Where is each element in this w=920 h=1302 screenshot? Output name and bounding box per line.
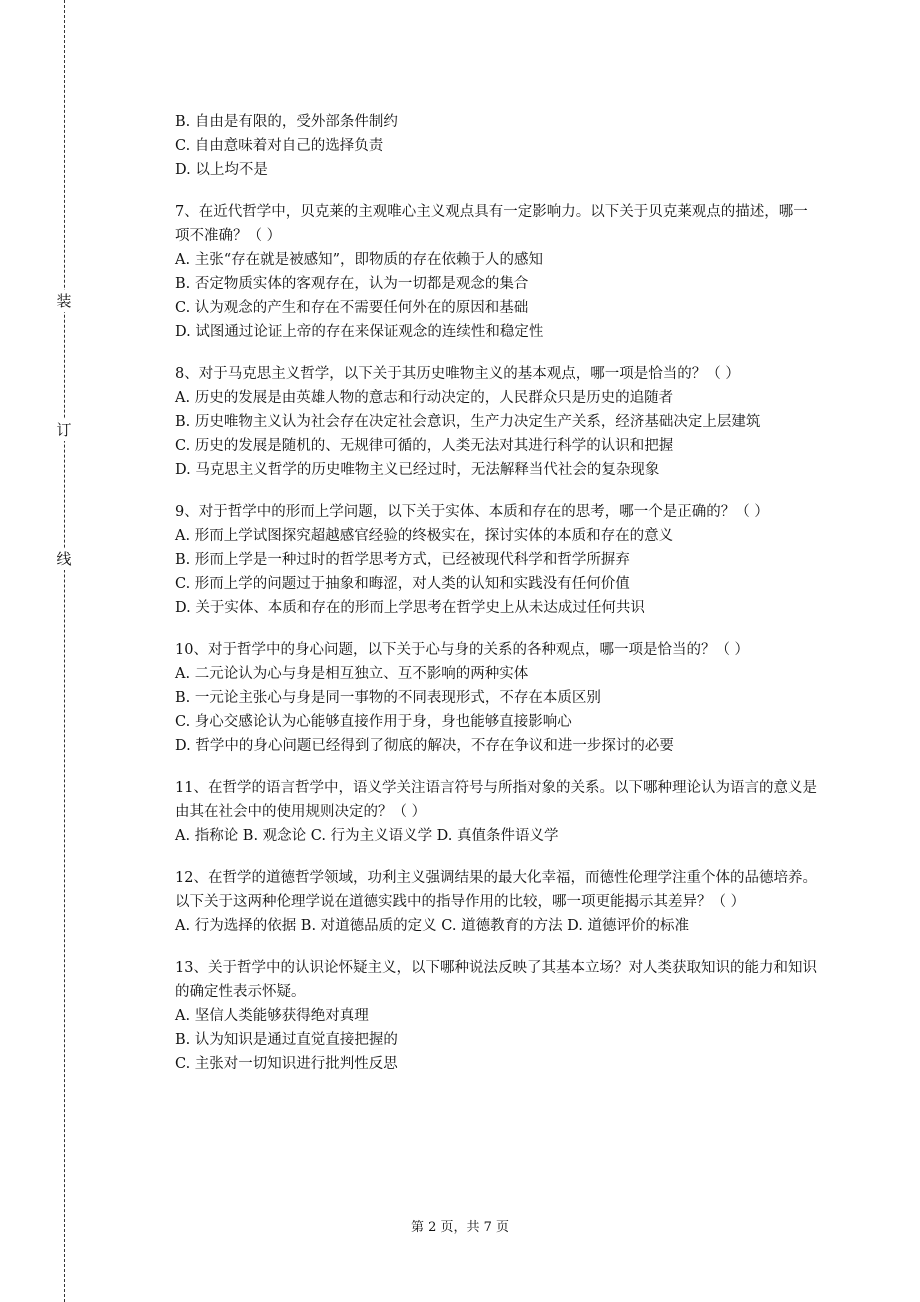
question-8 xyxy=(175,362,820,482)
page-footer: 第 2 页，共 7 页 xyxy=(410,1220,510,1235)
option-line: B. 自由是有限的，受外部条件制约 xyxy=(175,114,398,130)
question-12 xyxy=(175,866,820,938)
option-line: D. 关于实体、本质和存在的形而上学思考在哲学史上从未达成过任何共识 xyxy=(175,600,645,616)
option-line: C. 身心交感论认为心能够直接作用于身，身也能够直接影响心 xyxy=(175,714,572,730)
option-line: D. 哲学中的身心问题已经得到了彻底的解决，不存在争议和进一步探讨的必要 xyxy=(175,738,674,754)
question-9 xyxy=(175,500,820,620)
question-stem: 10、对于哲学中的身心问题，以下关于心与身的关系的各种观点，哪一项是恰当的？（ ） xyxy=(175,642,750,658)
exam-content xyxy=(175,110,820,1076)
binding-char-ding: 订 xyxy=(54,419,74,441)
option-line: B. 一元论主张心与身是同一事物的不同表现形式，不存在本质区别 xyxy=(175,690,601,706)
option-line: A. 坚信人类能够获得绝对真理 xyxy=(175,1008,369,1024)
previous-question-options xyxy=(175,110,820,182)
question-7 xyxy=(175,200,820,344)
option-line: C. 历史的发展是随机的、无规律可循的，人类无法对其进行科学的认识和把握 xyxy=(175,438,674,454)
binding-char-zhuang: 装 xyxy=(54,290,74,312)
question-stem: 12、在哲学的道德哲学领域，功利主义强调结果的最大化幸福，而德性伦理学注重个体的品德培养。以下关于这两种伦理学说在道德实践中的指导作用的比较，哪一项更能揭示其差异？（ ） xyxy=(175,870,817,910)
question-stem: 11、在哲学的语言哲学中，语义学关注语言符号与所指对象的关系。以下哪种理论认为语言的意义是由其在社会中的使用规则决定的？（ ） xyxy=(175,780,817,820)
option-line: C. 主张对一切知识进行批判性反思 xyxy=(175,1056,398,1072)
question-13 xyxy=(175,956,820,1076)
binding-dashed-line xyxy=(64,0,65,1302)
option-line: A. 指称论 B. 观念论 C. 行为主义语义学 D. 真值条件语义学 xyxy=(175,828,559,844)
option-line: D. 试图通过论证上帝的存在来保证观念的连续性和稳定性 xyxy=(175,324,544,340)
question-stem: 8、对于马克思主义哲学，以下关于其历史唯物主义的基本观点，哪一项是恰当的？（ ） xyxy=(175,366,740,382)
option-line: B. 认为知识是通过直觉直接把握的 xyxy=(175,1032,398,1048)
option-line: B. 形而上学是一种过时的哲学思考方式，已经被现代科学和哲学所摒弃 xyxy=(175,552,630,568)
binding-char-xian: 线 xyxy=(54,548,74,570)
option-line: A. 形而上学试图探究超越感官经验的终极实在，探讨实体的本质和存在的意义 xyxy=(175,528,674,544)
option-line: A. 行为选择的依据 B. 对道德品质的定义 C. 道德教育的方法 D. 道德评价的标准 xyxy=(175,918,690,934)
option-line: B. 否定物质实体的客观存在，认为一切都是观念的集合 xyxy=(175,276,529,292)
option-line: C. 自由意味着对自己的选择负责 xyxy=(175,138,384,154)
option-line: B. 历史唯物主义认为社会存在决定社会意识，生产力决定生产关系，经济基础决定上层建筑 xyxy=(175,414,761,430)
option-line: D. 以上均不是 xyxy=(175,162,268,178)
question-stem: 9、对于哲学中的形而上学问题，以下关于实体、本质和存在的思考，哪一个是正确的？（ ） xyxy=(175,504,769,520)
question-stem: 7、在近代哲学中，贝克莱的主观唯心主义观点具有一定影响力。以下关于贝克莱观点的描述，哪一项不准确？（ ） xyxy=(175,204,808,244)
option-line: C. 形而上学的问题过于抽象和晦涩，对人类的认知和实践没有任何价值 xyxy=(175,576,630,592)
question-11 xyxy=(175,776,820,848)
option-line: A. 二元论认为心与身是相互独立、互不影响的两种实体 xyxy=(175,666,529,682)
question-stem: 13、关于哲学中的认识论怀疑主义，以下哪种说法反映了其基本立场？对人类获取知识的能力和知识的确定性表示怀疑。 xyxy=(175,960,817,1000)
option-line: D. 马克思主义哲学的历史唯物主义已经过时，无法解释当代社会的复杂现象 xyxy=(175,462,660,478)
option-line: A. 历史的发展是由英雄人物的意志和行动决定的，人民群众只是历史的追随者 xyxy=(175,390,674,406)
option-line: A. 主张“存在就是被感知”，即物质的存在依赖于人的感知 xyxy=(175,252,544,268)
question-10 xyxy=(175,638,820,758)
option-line: C. 认为观念的产生和存在不需要任何外在的原因和基础 xyxy=(175,300,529,316)
